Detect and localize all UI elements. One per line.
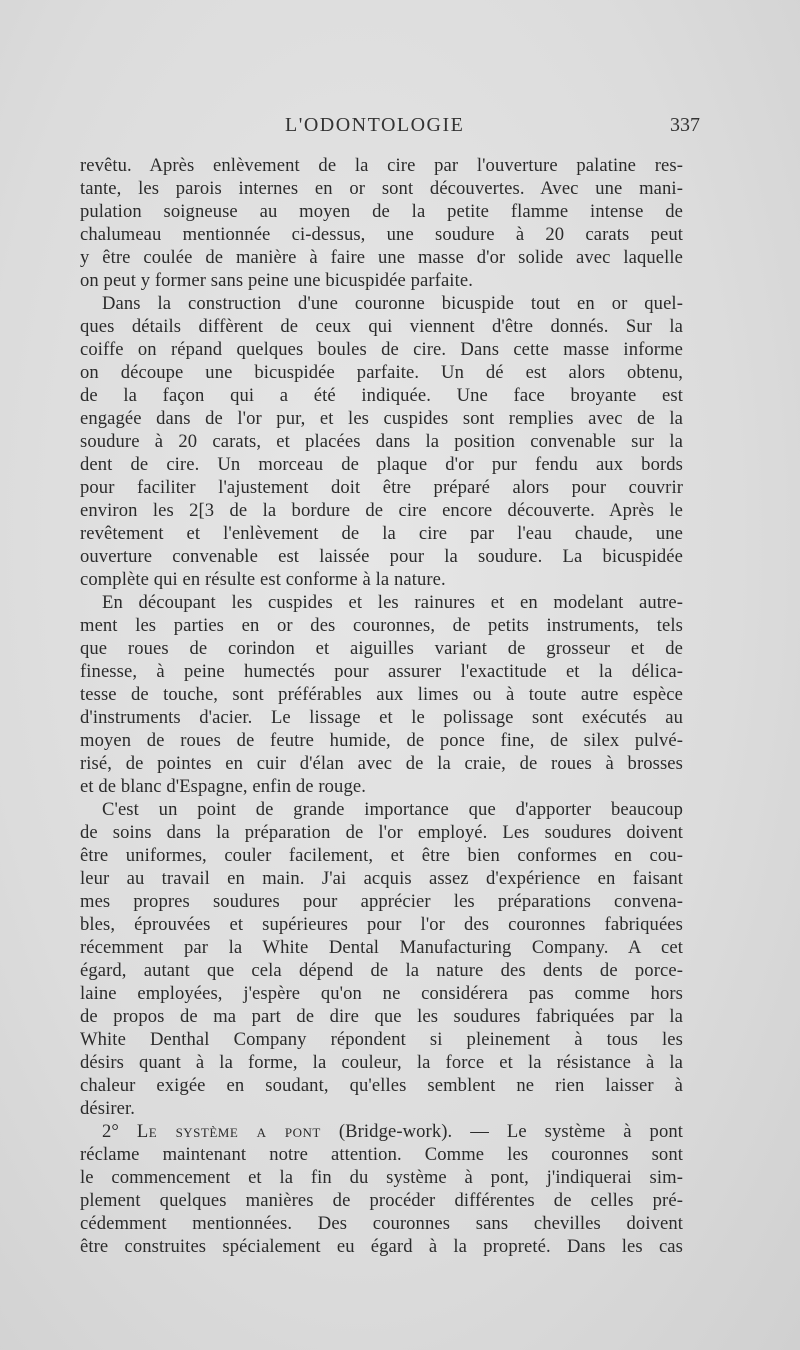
text-line: le commencement et la fin du système à pont, j'indiquerai sim- [80, 1167, 683, 1188]
text-line: chaleur exigée en soudant, qu'elles semblent ne rien laisser à [80, 1075, 683, 1096]
text-line: pulation soigneuse au moyen de la petite flamme intense de [80, 201, 683, 222]
text-line: C'est un point de grande importance que d'apporter beaucoup [102, 799, 683, 820]
text-line: de soins dans la préparation de l'or employé. Les soudures doivent [80, 822, 683, 843]
text-line: Dans la construction d'une couronne bicuspide tout en or quel- [102, 293, 683, 314]
text-line: engagée dans de l'or pur, et les cuspides sont remplies avec de la [80, 408, 683, 429]
text-line: complète qui en résulte est conforme à la nature. [80, 569, 446, 590]
text-line: récemment par la White Dental Manufacturing Company. A cet [80, 937, 683, 958]
text-line: cédemment mentionnées. Des couronnes sans chevilles doivent [80, 1213, 683, 1234]
text-line: de la façon qui a été indiquée. Une face broyante est [80, 385, 683, 406]
text-line: pour faciliter l'ajustement doit être préparé alors pour couvrir [80, 477, 683, 498]
text-line: soudure à 20 carats, et placées dans la position convenable sur la [80, 431, 683, 452]
body-text [80, 154, 683, 1258]
text-line: coiffe on répand quelques boules de cire. Dans cette masse informe [80, 339, 683, 360]
text-line: que roues de corindon et aiguilles variant de grosseur et de [80, 638, 683, 659]
text-line: ques détails diffèrent de ceux qui viennent d'être donnés. Sur la [80, 316, 683, 337]
text-line: chalumeau mentionnée ci-dessus, une soudure à 20 carats peut [80, 224, 683, 245]
text-line: on découpe une bicuspidée parfaite. Un dé est alors obtenu, [80, 362, 683, 383]
running-title: L'ODONTOLOGIE [285, 114, 465, 136]
text-line: laine employées, j'espère qu'on ne considérera pas comme hors [80, 983, 683, 1004]
text-line: revêtement et l'enlèvement de la cire par l'eau chaude, une [80, 523, 683, 544]
text-line: ouverture convenable est laissée pour la soudure. La bicuspidée [80, 546, 683, 567]
page-number: 337 [670, 114, 700, 136]
text-line: bles, éprouvées et supérieures pour l'or des couronnes fabriquées [80, 914, 683, 935]
section-heading-rest: (Bridge-work). — Le système à pont [338, 1121, 684, 1142]
text-line: y être coulée de manière à faire une masse d'or solide avec laquelle [80, 247, 683, 268]
section-number: 2° [102, 1121, 119, 1142]
text-line: réclame maintenant notre attention. Comme les couronnes sont [80, 1144, 683, 1165]
text-line: moyen de roues de feutre humide, de ponce fine, de silex pulvé- [80, 730, 683, 751]
text-line: désirer. [80, 1098, 136, 1119]
text-line: environ les 2[3 de la bordure de cire encore découverte. Après le [80, 500, 683, 521]
text-line: désirs quant à la forme, la couleur, la force et la résistance à la [80, 1052, 683, 1073]
text-line: tesse de touche, sont préférables aux limes ou à toute autre espèce [80, 684, 683, 705]
text-line: d'instruments d'acier. Le lissage et le polissage sont exécutés au [80, 707, 683, 728]
text-line: En découpant les cuspides et les rainures et en modelant autre- [102, 592, 683, 613]
text-line: revêtu. Après enlèvement de la cire par l'ouverture palatine res- [80, 155, 683, 176]
text-line: de propos de ma part de dire que les soudures fabriquées par la [80, 1006, 683, 1027]
text-line: mes propres soudures pour apprécier les préparations convena- [80, 891, 683, 912]
text-line: finesse, à peine humectés pour assurer l'exactitude et la délica- [80, 661, 683, 682]
text-line: on peut y former sans peine une bicuspidée parfaite. [80, 270, 473, 291]
text-line: tante, les parois internes en or sont découvertes. Avec une mani- [80, 178, 683, 199]
text-line: ment les parties en or des couronnes, de petits instruments, tels [80, 615, 683, 636]
section-heading-line [80, 1120, 683, 1143]
text-line: égard, autant que cela dépend de la nature des dents de porce- [80, 960, 683, 981]
running-head [80, 114, 700, 140]
text-line: risé, de pointes en cuir d'élan avec de la craie, de roues à brosses [80, 753, 683, 774]
text-line: White Denthal Company répondent si pleinement à tous les [80, 1029, 683, 1050]
text-line: et de blanc d'Espagne, enfin de rouge. [80, 776, 366, 797]
text-line: être construites spécialement eu égard à la propreté. Dans les cas [80, 1236, 683, 1257]
text-line: leur au travail en main. J'ai acquis assez d'expérience en faisant [80, 868, 683, 889]
text-line: plement quelques manières de procéder différentes de celles pré- [80, 1190, 683, 1211]
section-heading: Le système a pont [136, 1121, 321, 1142]
text-line: être uniformes, couler facilement, et être bien conformes en cou- [80, 845, 683, 866]
text-line: dent de cire. Un morceau de plaque d'or pur fendu aux bords [80, 454, 683, 475]
